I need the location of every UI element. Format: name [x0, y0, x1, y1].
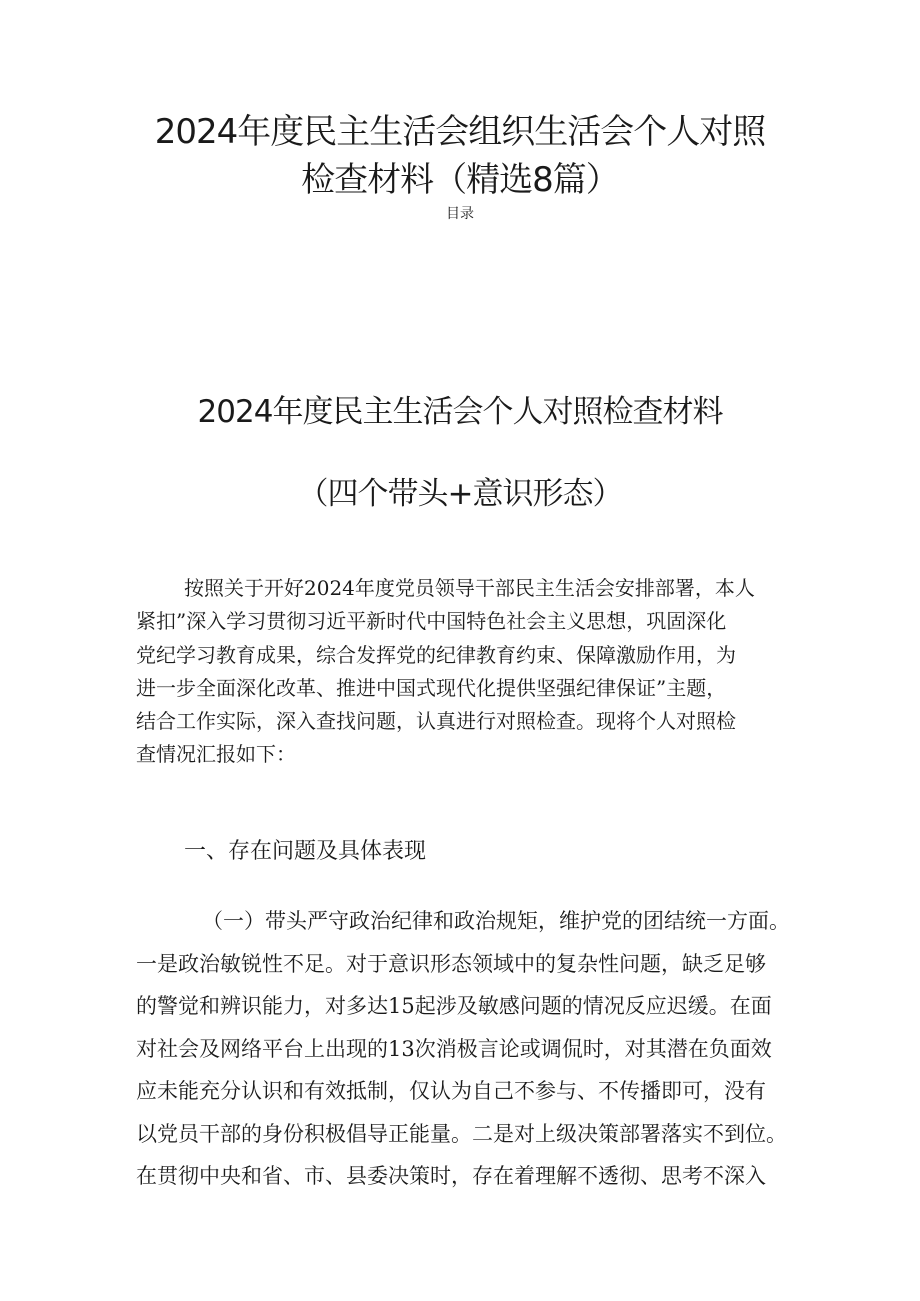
section-heading: 一、存在问题及具体表现: [184, 839, 427, 864]
intro-line: 进一步全面深化改革、推进中国式现代化提供坚强纪律保证”主题，: [136, 675, 727, 700]
detail-line: 在贯彻中央和省、市、县委决策时，存在着理解不透彻、思考不深入: [136, 1164, 766, 1188]
detail-line: （一）带头严守政治纪律和政治规矩，维护党的团结统一方面。: [202, 909, 790, 933]
intro-line: 按照关于开好2024年度党员领导干部民主生活会安排部署，本人: [184, 576, 755, 600]
document-title-line-1: 2024年度民主生活会组织生活会个人对照: [154, 112, 766, 152]
toc-label: 目录: [446, 206, 474, 222]
intro-line: 党纪学习教育成果，综合发挥党的纪律教育约束、保障激励作用，为: [136, 642, 736, 667]
detail-line: 应未能充分认识和有效抵制，仅认为自己不参与、不传播即可，没有: [136, 1079, 766, 1103]
document-title-line-2: 检查材料（精选8篇）: [301, 160, 619, 200]
detail-line: 以党员干部的身份积极倡导正能量。二是对上级决策部署落实不到位。: [136, 1121, 787, 1146]
intro-paragraph: [136, 572, 800, 772]
detail-line: 的警觉和辨识能力，对多达15起涉及敏感问题的情况反应迟缓。在面: [136, 994, 772, 1018]
document-title: [0, 108, 920, 204]
detail-paragraph: [136, 900, 800, 1198]
intro-line: 紧扣”深入学习贯彻习近平新时代中国特色社会主义思想，巩固深化: [136, 609, 727, 634]
intro-line: 查情况汇报如下：: [136, 742, 296, 767]
detail-line: 一是政治敏锐性不足。对于意识形态领域中的复杂性问题，缺乏足够: [136, 951, 766, 976]
detail-line: 对社会及网络平台上出现的13次消极言论或调侃时，对其潜在负面效: [136, 1036, 772, 1061]
intro-line: 结合工作实际，深入查找问题，认真进行对照检查。现将个人对照检: [136, 709, 736, 734]
article-title: 2024年度民主生活会个人对照检查材料: [197, 394, 723, 430]
article-subtitle: （四个带头+意识形态）: [297, 476, 623, 512]
